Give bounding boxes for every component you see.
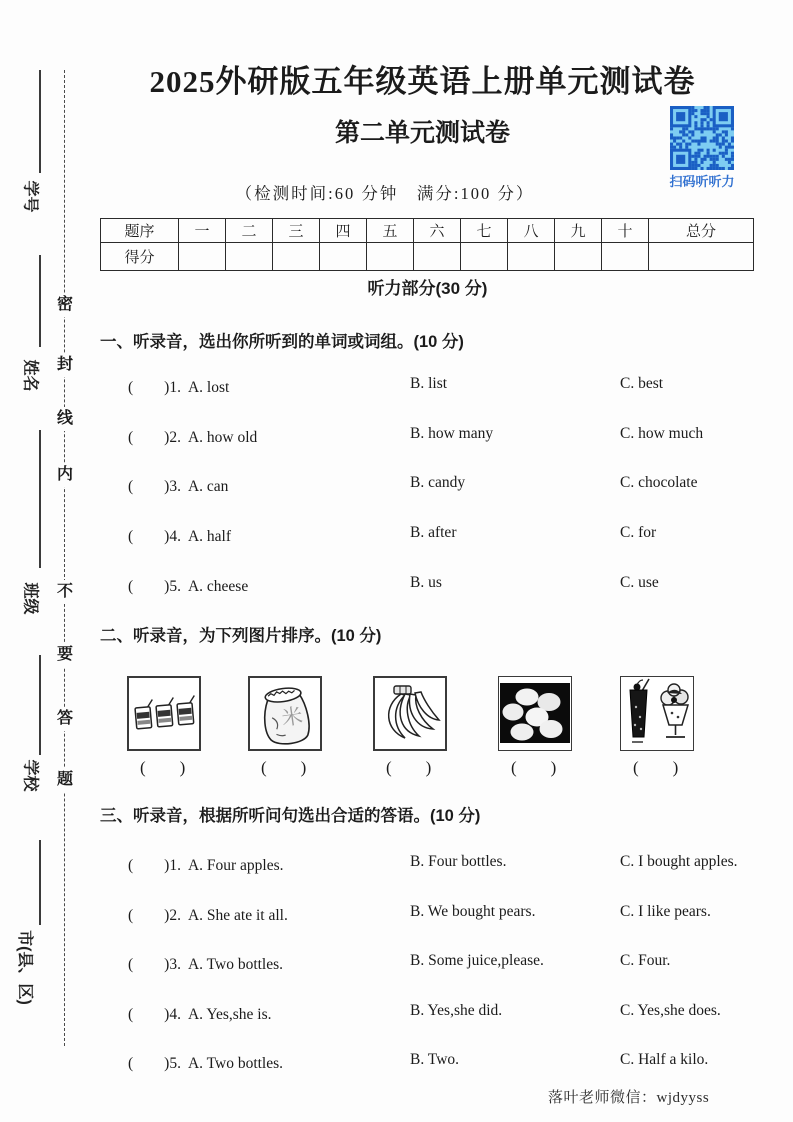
score-cell	[179, 243, 226, 271]
seal-char: 内	[55, 463, 75, 487]
answer-bracket: ( )3.	[128, 478, 181, 495]
section-2-heading: 二、听录音，为下列图片排序。(10 分)	[100, 627, 382, 645]
question-row	[0, 952, 793, 974]
seal-char: 线	[55, 407, 75, 431]
question-row	[0, 375, 793, 397]
option-a: A. can	[187, 478, 229, 495]
answer-bracket: ( )1.	[128, 857, 181, 874]
question-row	[0, 1051, 793, 1073]
score-table	[100, 218, 754, 271]
fill-line-class	[39, 430, 41, 568]
option-b: B. after	[410, 524, 457, 541]
score-cell	[508, 243, 555, 271]
score-cell	[602, 243, 649, 271]
seal-char: 封	[55, 353, 75, 377]
drinks-image	[621, 677, 693, 750]
option-b: B. We bought pears.	[410, 903, 536, 920]
column-header: 三	[273, 219, 320, 243]
option-a: A. Four apples.	[187, 857, 284, 874]
option-a: A. half	[187, 528, 231, 545]
option-b: B. Yes,she did.	[410, 1002, 503, 1019]
seal-char: 题	[55, 768, 75, 792]
option-a: A. lost	[187, 379, 230, 396]
picture-answer-bracket: ( )	[140, 758, 186, 777]
picture-box-drinks	[620, 676, 694, 751]
name-label: 姓名	[21, 359, 39, 392]
option-c: C. use	[620, 574, 659, 591]
page-title: 2025外研版五年级英语上册单元测试卷	[149, 64, 696, 99]
question-order-label: 题序	[101, 219, 179, 243]
column-header: 五	[367, 219, 414, 243]
seal-char: 不	[55, 580, 75, 604]
answer-bracket: ( )1.	[128, 379, 181, 396]
class-label: 班级	[21, 582, 39, 615]
footer-wechat: 落叶老师微信：wjdyyss	[548, 1090, 710, 1106]
question-row	[0, 1002, 793, 1024]
option-c: C. I bought apples.	[620, 853, 738, 870]
option-a: A. Yes,she is.	[187, 1006, 272, 1023]
score-cell	[367, 243, 414, 271]
seal-char: 答	[55, 707, 75, 731]
option-a: A. Two bottles.	[187, 1055, 284, 1072]
picture-answer-bracket: ( )	[261, 758, 307, 777]
option-a: A. She ate it all.	[187, 907, 288, 924]
section-1-heading: 一、听录音，选出你所听到的单词或词组。(10 分)	[100, 333, 464, 351]
qr-caption: 扫码听听力	[669, 174, 735, 189]
option-c: C. for	[620, 524, 657, 541]
column-header: 六	[414, 219, 461, 243]
option-c: C. Yes,she does.	[620, 1002, 721, 1019]
option-c: C. chocolate	[620, 474, 698, 491]
option-b: B. list	[410, 375, 448, 392]
answer-bracket: ( )2.	[128, 907, 181, 924]
option-c: C. I like pears.	[620, 903, 711, 920]
answer-bracket: ( )3.	[128, 956, 181, 973]
question-row	[0, 903, 793, 925]
seal-char: 要	[55, 643, 75, 667]
svg-text:米: 米	[280, 704, 305, 731]
page-subtitle: 第二单元测试卷	[334, 120, 510, 147]
option-b: B. Some juice,please.	[410, 952, 544, 969]
qr-code	[670, 106, 734, 170]
question-row	[0, 524, 793, 546]
column-header: 八	[508, 219, 555, 243]
column-header: 十	[602, 219, 649, 243]
picture-box-bananas	[373, 676, 447, 751]
option-c: C. Half a kilo.	[620, 1051, 709, 1068]
student-id-label: 学号	[21, 180, 39, 213]
exam-info: （检测时间:60 分钟 满分:100 分）	[235, 184, 535, 203]
qr-code-pattern	[670, 106, 734, 170]
bananas-image	[375, 678, 445, 749]
answer-bracket: ( )2.	[128, 429, 181, 446]
eggs-image	[499, 677, 571, 750]
picture-answer-bracket: ( )	[633, 758, 679, 777]
column-header: 九	[555, 219, 602, 243]
picture-answer-bracket: ( )	[511, 758, 557, 777]
option-a: A. how old	[187, 429, 258, 446]
option-c: C. Four.	[620, 952, 671, 969]
column-header: 七	[461, 219, 508, 243]
option-b: B. how many	[410, 425, 494, 442]
option-a: A. Two bottles.	[187, 956, 284, 973]
picture-box-eggs	[498, 676, 572, 751]
school-label: 学校	[21, 759, 39, 792]
column-header: 一	[179, 219, 226, 243]
answer-bracket: ( )4.	[128, 528, 181, 545]
option-c: C. how much	[620, 425, 704, 442]
rice-bag-image	[250, 678, 320, 749]
option-b: B. Four bottles.	[410, 853, 507, 870]
score-cell	[461, 243, 508, 271]
score-row	[101, 243, 754, 271]
option-b: B. candy	[410, 474, 466, 491]
picture-box-rice	[248, 676, 322, 751]
question-row	[0, 853, 793, 875]
question-row	[0, 574, 793, 596]
seal-char: 密	[55, 293, 75, 317]
option-b: B. Two.	[410, 1051, 460, 1068]
listening-part-title: 听力部分(30 分)	[367, 279, 488, 298]
column-header: 二	[226, 219, 273, 243]
fill-line-student-id	[39, 70, 41, 173]
section-3-heading: 三、听录音，根据所听问句选出合适的答语。(10 分)	[100, 807, 481, 825]
score-cell	[414, 243, 461, 271]
score-cell	[649, 243, 754, 271]
score-cell	[320, 243, 367, 271]
score-cell	[273, 243, 320, 271]
column-header: 四	[320, 219, 367, 243]
score-label: 得分	[101, 243, 179, 271]
question-row	[0, 425, 793, 447]
option-c: C. best	[620, 375, 664, 392]
fill-line-name	[39, 255, 41, 347]
score-cell	[226, 243, 273, 271]
option-b: B. us	[410, 574, 442, 591]
answer-bracket: ( )4.	[128, 1006, 181, 1023]
answer-bracket: ( )5.	[128, 578, 181, 595]
picture-box-juice	[127, 676, 201, 751]
district-label: 市(县、区)	[15, 930, 33, 1005]
score-table-header-row	[101, 219, 754, 243]
column-header: 总分	[649, 219, 754, 243]
fill-line-school	[39, 655, 41, 755]
picture-answer-bracket: ( )	[386, 758, 432, 777]
score-cell	[555, 243, 602, 271]
question-row	[0, 474, 793, 496]
juice-boxes-image	[129, 678, 199, 749]
answer-bracket: ( )5.	[128, 1055, 181, 1072]
option-a: A. cheese	[187, 578, 249, 595]
seal-dashed-line	[64, 70, 65, 1046]
